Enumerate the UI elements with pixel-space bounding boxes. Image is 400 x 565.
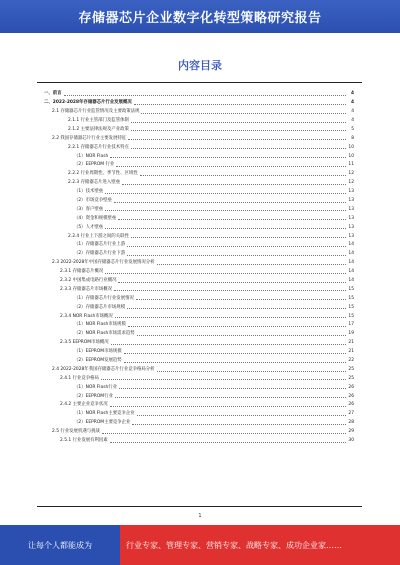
toc-entry-title: 2.2.4 行业上下游之间的关联性 <box>68 233 129 239</box>
toc-leader-dots <box>137 335 346 336</box>
toc-entry-title: （1）存储器芯片行业上游 <box>74 242 126 248</box>
toc-entry-page: 26 <box>348 393 354 399</box>
toc-leader-dots <box>131 122 346 123</box>
toc-entry-title: （2）市场竞争壁垒 <box>74 197 112 203</box>
toc-leader-dots <box>119 388 346 389</box>
toc-leader-dots <box>127 255 346 256</box>
toc-leader-dots <box>141 113 346 114</box>
toc-entry[interactable] <box>44 390 354 399</box>
toc-entry-page: 4 <box>351 109 354 115</box>
toc-entry-page: 15 <box>348 313 354 319</box>
toc-leader-dots <box>114 202 346 203</box>
toc-entry-title: 2.2.2 行业周期性、季节性、区域性 <box>68 171 138 177</box>
toc-entry-page: 10 <box>348 153 354 159</box>
toc-entry-title: 2.3 2022-2028年中国存储器芯片行业发展情况分析 <box>52 260 155 266</box>
toc-entry-title: 2.2.3 存储器芯片进入壁垒 <box>68 180 121 186</box>
toc-entry-page: 14 <box>348 269 354 275</box>
toc-entry[interactable] <box>44 239 354 248</box>
toc-entry-title: （2）EEPROM主要竞争企业 <box>74 420 131 426</box>
toc-entry-title: （1）技术壁垒 <box>74 189 104 195</box>
toc-entry-page: 12 <box>348 180 354 186</box>
toc-entry[interactable] <box>44 310 354 319</box>
toc-entry[interactable] <box>44 292 354 301</box>
toc-entry-title: （2）存储器芯片市场规模 <box>74 304 126 310</box>
toc-entry[interactable] <box>44 328 354 337</box>
toc-entry-title: 2.2.1 存储器芯片行业技术特点 <box>68 144 129 150</box>
toc-entry-page: 13 <box>348 197 354 203</box>
toc-entry-page: 10 <box>348 144 354 150</box>
toc-entry[interactable] <box>44 355 354 364</box>
toc-entry[interactable] <box>44 381 354 390</box>
toc-entry-page: 13 <box>348 215 354 221</box>
toc-entry[interactable] <box>44 373 354 382</box>
toc-leader-dots <box>122 184 346 185</box>
toc-entry-title: （1）NOR Flash行业 <box>74 384 118 390</box>
toc-entry[interactable] <box>44 124 354 133</box>
footer-bar <box>0 525 400 565</box>
toc-entry-page: 13 <box>348 224 354 230</box>
toc-leader-dots <box>124 362 346 363</box>
toc-entry-page: 8 <box>351 135 354 141</box>
toc-leader-dots <box>110 406 346 407</box>
toc-entry-title: 2.3.3 存储器芯片市场概况 <box>60 286 113 292</box>
toc-entry-page: 25 <box>348 375 354 381</box>
toc-leader-dots <box>131 148 346 149</box>
toc-entry[interactable] <box>44 204 354 213</box>
toc-entry[interactable] <box>44 417 354 426</box>
toc-leader-dots <box>101 379 346 380</box>
toc-entry-page: 17 <box>348 322 354 328</box>
divider-top <box>37 82 362 83</box>
toc-entry-title: （2）存储器芯片行业下游 <box>74 251 126 257</box>
toc-entry-page: 12 <box>348 171 354 177</box>
table-of-contents <box>44 88 354 444</box>
toc-entry-page: 25 <box>348 366 354 372</box>
toc-entry-title: 2.4 2022-2028年我国存储器芯片行业竞争格局分析 <box>52 366 155 372</box>
divider-bottom <box>37 506 362 507</box>
toc-entry-page: 28 <box>348 420 354 426</box>
toc-leader-dots <box>105 228 346 229</box>
toc-entry-title: （1）NOR Flash市场规模 <box>74 322 126 328</box>
footer-slogan-right: 行业专家、管理专家、营销专家、战略专家、成功企业家…… <box>120 525 400 565</box>
toc-title: 内容目录 <box>178 59 222 72</box>
toc-entry[interactable] <box>44 115 354 124</box>
toc-leader-dots <box>115 397 346 398</box>
toc-entry[interactable] <box>44 230 354 239</box>
toc-entry[interactable] <box>44 221 354 230</box>
toc-entry-page: 15 <box>348 286 354 292</box>
toc-entry-title: （2）EEPROM发展趋势 <box>74 358 122 364</box>
toc-entry-page: 4 <box>351 117 354 123</box>
toc-entry[interactable] <box>44 319 354 328</box>
toc-entry-title: （1）NOR Flash <box>74 153 109 159</box>
page-number: 1 <box>198 513 202 519</box>
toc-entry-page: 15 <box>348 304 354 310</box>
header-bar <box>0 0 400 33</box>
toc-entry-title: （3）客户壁垒 <box>74 206 104 212</box>
toc-leader-dots <box>110 157 346 158</box>
toc-entry[interactable] <box>44 435 354 444</box>
toc-leader-dots <box>116 166 346 167</box>
toc-leader-dots <box>111 344 346 345</box>
toc-entry-page: 5 <box>351 126 354 132</box>
toc-entry-page: 27 <box>348 411 354 417</box>
toc-entry-page: 26 <box>348 384 354 390</box>
toc-entry-title: 2.1.1 行业主管部门及监管体制 <box>68 117 129 123</box>
toc-entry[interactable] <box>44 150 354 159</box>
toc-entry[interactable] <box>44 88 354 97</box>
toc-leader-dots <box>136 299 346 300</box>
toc-entry-title: 2.3.4 NOR Flash市场概况 <box>60 313 113 319</box>
toc-leader-dots <box>102 433 346 434</box>
toc-entry[interactable] <box>44 132 354 141</box>
toc-leader-dots <box>157 371 346 372</box>
toc-leader-dots <box>115 317 346 318</box>
toc-entry-page: 4 <box>350 100 354 106</box>
toc-entry-page: 26 <box>348 402 354 408</box>
toc-leader-dots <box>105 193 346 194</box>
toc-leader-dots <box>127 308 346 309</box>
toc-leader-dots <box>114 290 346 291</box>
toc-leader-dots <box>137 415 346 416</box>
toc-entry[interactable] <box>44 159 354 168</box>
toc-entry-title: （4）资金和规模壁垒 <box>74 215 117 221</box>
footer-slogan-left: 让每个人都能成为 <box>0 525 120 565</box>
toc-entry-title: 2.1.2 主要法律法规及产业政策 <box>68 126 129 132</box>
toc-leader-dots <box>131 130 346 131</box>
toc-leader-dots <box>105 210 346 211</box>
toc-entry[interactable] <box>44 257 354 266</box>
toc-leader-dots <box>124 353 346 354</box>
toc-entry[interactable] <box>44 141 354 150</box>
toc-entry-page: 21 <box>348 349 354 355</box>
toc-entry-page: 14 <box>348 260 354 266</box>
toc-entry[interactable] <box>44 266 354 275</box>
toc-leader-dots <box>127 246 346 247</box>
toc-entry[interactable] <box>44 177 354 186</box>
toc-entry-title: （1）EEPROM市场规模 <box>74 349 122 355</box>
toc-entry-title: 一、前言 <box>44 91 62 97</box>
toc-entry-title: 2.1 存储器芯片行业监管情况及主要政策法规 <box>52 109 140 115</box>
toc-entry-title: 2.5.1 行业发展有利因素 <box>60 438 108 444</box>
toc-leader-dots <box>134 104 346 105</box>
toc-entry-page: 19 <box>348 331 354 337</box>
toc-entry[interactable] <box>44 284 354 293</box>
toc-entry-title: 2.4.1 行业竞争格局 <box>60 375 99 381</box>
toc-entry-page: 13 <box>348 233 354 239</box>
toc-entry[interactable] <box>44 364 354 373</box>
toc-leader-dots <box>128 139 346 140</box>
toc-leader-dots <box>118 282 346 283</box>
toc-leader-dots <box>131 237 346 238</box>
toc-entry-title: （2）EEPROM行业 <box>74 393 113 399</box>
toc-entry-title: 二、2022-2028年存储器芯片行业发展概况 <box>44 100 132 106</box>
toc-entry[interactable] <box>44 97 354 106</box>
toc-leader-dots <box>128 326 346 327</box>
toc-entry[interactable] <box>44 346 354 355</box>
toc-entry-page: 22 <box>348 358 354 364</box>
toc-entry-page: 14 <box>348 251 354 257</box>
toc-entry-title: （2）NOR Flash市场需求趋势 <box>74 331 135 337</box>
toc-leader-dots <box>140 175 346 176</box>
toc-leader-dots <box>118 219 346 220</box>
toc-entry-page: 30 <box>348 438 354 444</box>
toc-leader-dots <box>64 95 346 96</box>
toc-entry-page: 21 <box>348 340 354 346</box>
toc-entry-page: 14 <box>348 242 354 248</box>
toc-entry-title: 2.5 行业发展机遇与挑战 <box>52 429 100 435</box>
toc-entry[interactable] <box>44 186 354 195</box>
toc-entry-page: 13 <box>348 206 354 212</box>
toc-entry-title: 2.4.2 主要企业竞争状况 <box>60 402 108 408</box>
toc-entry-page: 11 <box>348 162 354 168</box>
toc-entry-title: （1）存储器芯片行业发展情况 <box>74 295 134 301</box>
toc-entry-title: （5）人才壁垒 <box>74 224 104 230</box>
toc-entry-title: 2.3.1 存储器芯片概况 <box>60 269 104 275</box>
toc-entry-page: 15 <box>348 295 354 301</box>
toc-entry[interactable] <box>44 399 354 408</box>
toc-entry[interactable] <box>44 275 354 284</box>
toc-entry-page: 13 <box>348 189 354 195</box>
toc-entry[interactable] <box>44 212 354 221</box>
toc-leader-dots <box>110 442 346 443</box>
toc-entry[interactable] <box>44 106 354 115</box>
toc-leader-dots <box>105 273 346 274</box>
toc-entry[interactable] <box>44 426 354 435</box>
toc-entry[interactable] <box>44 168 354 177</box>
toc-entry-title: （2）EEPROM 行业 <box>74 162 115 168</box>
toc-entry[interactable] <box>44 301 354 310</box>
toc-leader-dots <box>157 264 346 265</box>
report-title: 存储器芯片企业数字化转型策略研究报告 <box>78 11 322 26</box>
toc-entry[interactable] <box>44 195 354 204</box>
toc-entry-page: 14 <box>348 278 354 283</box>
toc-entry-title: （1）NOR Flash主要竞争企业 <box>74 411 135 417</box>
toc-entry-page: 4 <box>350 91 354 97</box>
toc-entry-title: 2.2 我国存储器芯片行业主要发展特征 <box>52 135 127 141</box>
toc-entry[interactable] <box>44 408 354 417</box>
toc-leader-dots <box>132 424 346 425</box>
toc-entry-title: 2.3.5 EEPROM市场概况 <box>60 340 109 346</box>
toc-entry-page: 29 <box>348 429 354 435</box>
toc-entry[interactable] <box>44 248 354 257</box>
toc-entry[interactable] <box>44 337 354 346</box>
toc-entry-title: 2.3.2 中国集成电路行业概况 <box>60 278 117 283</box>
